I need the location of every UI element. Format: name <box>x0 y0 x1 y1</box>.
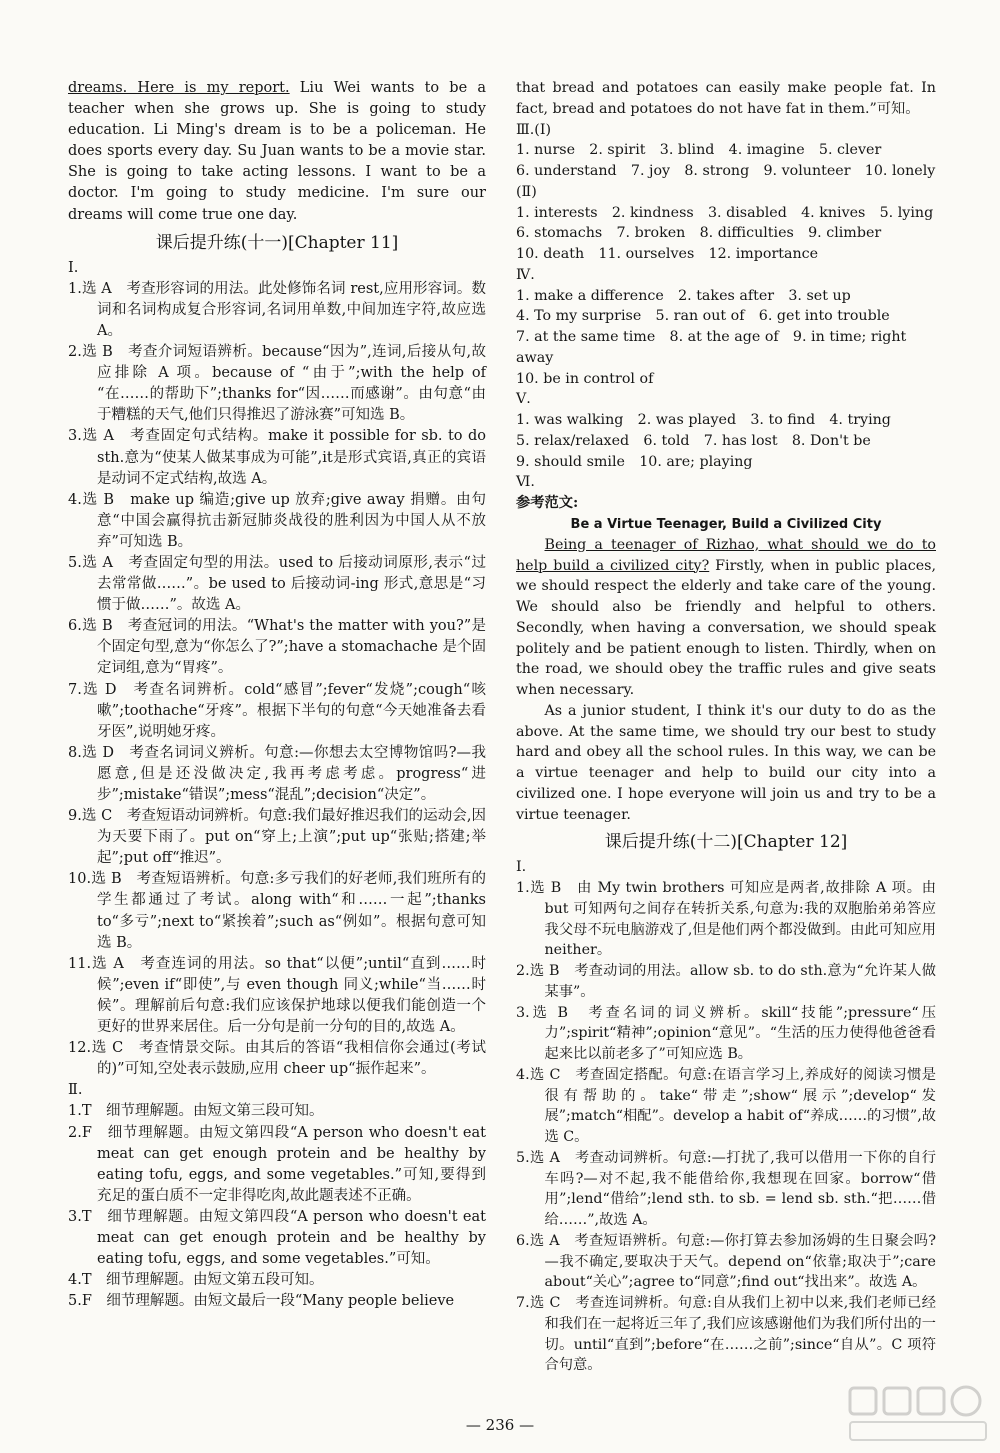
answer-item: 1.选 A 考查形容词的用法。此处修饰名词 rest,应用形容词。数词和名词构成复合形容词,名词用单数,中间加连字符,故应选 A。 <box>68 280 486 339</box>
essay-paragraph-2: As a junior student, I think it's our duty to do as the above. At the same time, we should try our best to study hard and obey all the school rules. In this way, we can be a virtue teenager and help to build our city into a civilized one. I hope everyone will join us and try to be a virtue teenager. <box>516 702 936 823</box>
essay-title: Be a Virtue Teenager, Build a Civilized City <box>570 516 882 532</box>
chapter12-part1-heading: Ⅰ. <box>516 859 527 876</box>
answer-list-part2 <box>68 1101 486 1312</box>
answer-item: 4.选 B make up 编造;give up 放弃;give away 捐赠。由句意“中国会赢得抗击新冠肺炎战役的胜利因为中国人从不放弃”可知选 B。 <box>68 491 486 550</box>
part4-heading: Ⅳ. <box>516 266 535 283</box>
part1-heading: Ⅰ. <box>68 259 79 276</box>
answer-line: 6. understand 7. joy 8. strong 9. volunteer 10. lonely <box>516 163 936 179</box>
answer-item: 7.选 D 考查名词辨析。cold“感冒”;fever“发烧”;cough“咳嗽”;toothache“牙疼”。根据下半句的句意“今天她准备去看牙医”,说明她牙疼。 <box>68 681 486 740</box>
part5-heading: Ⅴ. <box>516 391 531 408</box>
answer-item: 5.选 A 考查固定句型的用法。used to 后接动词原形,表示“过去常常做……”。be used to 后接动词-ing 形式,意思是“习惯于做……”。故选 A。 <box>68 554 486 614</box>
answer-item: 3.选 B 考查名词的词义辨析。skill“技能”;pressure“压力”;spirit“精神”;opinion“意见”。“生活的压力使得他爸爸看起来比以前老多了”可知应选 B。 <box>516 1004 936 1062</box>
word-answers-a <box>516 140 936 182</box>
answer-item: 12.选 C 考查情景交际。由其后的答语“我相信你会通过(考试的)”可知,空处表示鼓励,应用 cheer up“振作起来”。 <box>68 1040 486 1078</box>
answer-list-chapter12 <box>516 878 936 1376</box>
answer-item: 6.选 A 考查短语辨析。句意:—你打算去参加汤姆的生日聚会吗?—我不确定,要取决于天气。depend on“依靠;取决于”;care about“关心”;agree to“同意”;find out“找出来”。故选 A。 <box>516 1232 936 1291</box>
answer-line: 10. death 11. ourselves 12. importance <box>516 246 819 262</box>
report-paragraph <box>68 78 486 226</box>
page-number: — 236 — <box>465 1416 535 1434</box>
phrase-answers <box>516 286 936 390</box>
part3-sub-heading: (Ⅱ) <box>516 183 537 200</box>
answer-line: 1. make a difference 2. takes after 3. set up <box>516 287 851 304</box>
report-intro-text: Liu Wei wants to be a teacher when she grows up. She is going to study education. Li Ming's dream is to be a policeman. He does sports every day. Su Juan wants to be a movie star. She is going to take acting lessons. I want to be a doctor. I'm going to study medicine. I'm sure our dreams will come true one day. <box>68 80 486 223</box>
answer-line: 1. interests 2. kindness 3. disabled 4. knives 5. lying <box>516 204 934 221</box>
answer-item: 2.F 细节理解题。由短文第四段“A person who doesn't eat meat can get enough protein and be healthy by eating tofu, eggs, and some vegetables.”可知,要得到充足的蛋白质不一定非得吃肉,故此题表述不正确。 <box>68 1124 486 1204</box>
answer-item: 5.F 细节理解题。由短文最后一段“Many people believe <box>68 1293 455 1310</box>
answer-item: 2.选 B 考查动词的用法。allow sb. to do sth.意为“允许某人做某事”。 <box>516 963 936 1000</box>
part6-heading: Ⅵ. <box>516 474 535 491</box>
continuation-text: that bread and potatoes can easily make people fat. In fact, bread and potatoes do not have fat in them.”可知。 <box>516 80 936 117</box>
essay-paragraph-1 <box>516 535 936 701</box>
watermark-logo <box>848 1384 988 1444</box>
right-column <box>516 78 936 1376</box>
answer-item: 7.选 C 考查连词辨析。句意:自从我们上初中以来,我们老师已经和我们在一起将近三年了,我们应该感谢他们为我们所付出的一切。until“直到”;before“在……之前”;since“自从”。C 项符合句意。 <box>516 1295 936 1374</box>
verb-answers <box>516 410 936 472</box>
answer-line: 5. relax/relaxed 6. told 7. has lost 8. Don't be <box>516 432 871 449</box>
answer-line: 10. be in control of <box>516 370 654 387</box>
answer-item: 4.选 C 考查固定搭配。句意:在语言学习上,养成好的阅读习惯是很有帮助的。take“带走”;show“展示”;develop“发展”;match“相配”。develop a habit of“养成……的习惯”,故选 C。 <box>516 1066 936 1145</box>
part3-heading: Ⅲ.(Ⅰ) <box>516 121 552 138</box>
report-intro-underlined: dreams. Here is my report. <box>68 80 290 96</box>
answer-item: 2.选 B 考查介词短语辨析。because“因为”,连词,后接从句,故应排除 A 项。because of “由于”;with the help of “在……的帮助下”;thanks for“因……而感谢”。由句意“由于糟糕的天气,他们只得推迟了游泳赛”可知选 B。 <box>68 344 486 424</box>
answer-item: 5.选 A 考查动词辨析。句意:—打扰了,我可以借用一下你的自行车吗?—对不起,我不能借给你,我想现在回家。borrow“借用”;lend“借给”;lend sth. to sb. = lend sb. sth.“把……借给……”,故选 A。 <box>516 1149 936 1228</box>
answer-line: 6. stomachs 7. broken 8. difficulties 9. climber <box>516 225 882 242</box>
sample-essay-label: 参考范文: <box>516 495 579 511</box>
answer-item: 3.选 A 考查固定句式结构。make it possible for sb. to do sth.意为“使某人做某事成为可能”,it是形式宾语,真正的宾语是动词不定式结构,故选 A。 <box>68 428 486 487</box>
part2-heading: Ⅱ. <box>68 1082 83 1099</box>
answer-item: 8.选 D 考查名词词义辨析。句意:—你想去太空博物馆吗?—我愿意,但是还没做决定,我再考虑考虑。progress“进步”;mistake“错误”;mess“混乱”;decision“决定”。 <box>68 744 486 803</box>
answer-line: 7. at the same time 8. at the age of 9. in time; right away <box>516 329 907 366</box>
answer-line: 9. should smile 10. are; playing <box>516 453 753 470</box>
section-title-chapter-12: 课后提升练(十二)[Chapter 12] <box>604 832 848 853</box>
essay-paragraph-1-text: Firstly, when in public places, we should respect the elderly and take care of the young. We should also be friendly and helpful to others. Secondly, when having a conversation, we should speak politely and be patient enough to listen. Thirdly, when on the road, we should obey the traffic rules and give seats when necessary. <box>516 557 936 698</box>
answer-item: 4.T 细节理解题。由短文第五段可知。 <box>68 1272 324 1289</box>
answer-item: 10.选 B 考查短语辨析。句意:多亏我们的好老师,我们班所有的学生都通过了考试。along with“和……一起”;thanks to“多亏”;next to“紧挨着”;such as“例如”。根据句意可知选 B。 <box>68 871 486 951</box>
left-column <box>68 78 486 1312</box>
answer-item: 11.选 A 考查连词的用法。so that“以便”;until“直到……时候”;even if“即使”,与 even though 同义;while“当……时候”。理解前后句意:我们应该保护地球以便我们能创造一个更好的世界来居住。后一分句是前一分句的目的,故选 A。 <box>68 955 486 1036</box>
answer-list-part1 <box>68 279 486 1081</box>
answer-item: 6.选 B 考查冠词的用法。“What's the matter with you?”是个固定句型,意为“你怎么了?”;have a stomachache 是个固定词组,意为“胃疼”。 <box>68 618 486 677</box>
answer-item: 9.选 C 考查短语动词辨析。句意:我们最好推迟我们的运动会,因为天要下雨了。put on“穿上;上演”;put up“张贴;搭建;举起”;put off“推迟”。 <box>68 808 486 867</box>
answer-item: 3.T 细节理解题。由短文第四段“A person who doesn't eat meat can get enough protein and be healthy by eating tofu, eggs, and some vegetables.”可知。 <box>68 1208 486 1268</box>
answer-line: 1. nurse 2. spirit 3. blind 4. imagine 5. clever <box>516 142 882 159</box>
answer-item: 1.选 B 由 My twin brothers 可知应是两者,故排除 A 项。由 but 可知两句之间存在转折关系,句意为:我的双胞胎弟弟答应我父母不玩电脑游戏了,但是他们两个都没做到。由此可知应用 neither。 <box>516 880 936 959</box>
essay-opening-underlined: Being a teenager of Rizhao, what should we do to help build a civilized city? <box>516 536 936 574</box>
section-title-chapter-11: 课后提升练(十一)[Chapter 11] <box>155 232 399 253</box>
answer-item: 1.T 细节理解题。由短文第三段可知。 <box>68 1103 324 1120</box>
answer-line: 1. was walking 2. was played 3. to find 4. trying <box>516 412 891 428</box>
answer-line: 4. To my surprise 5. ran out of 6. get into trouble <box>516 308 890 325</box>
word-answers-b <box>516 203 936 265</box>
